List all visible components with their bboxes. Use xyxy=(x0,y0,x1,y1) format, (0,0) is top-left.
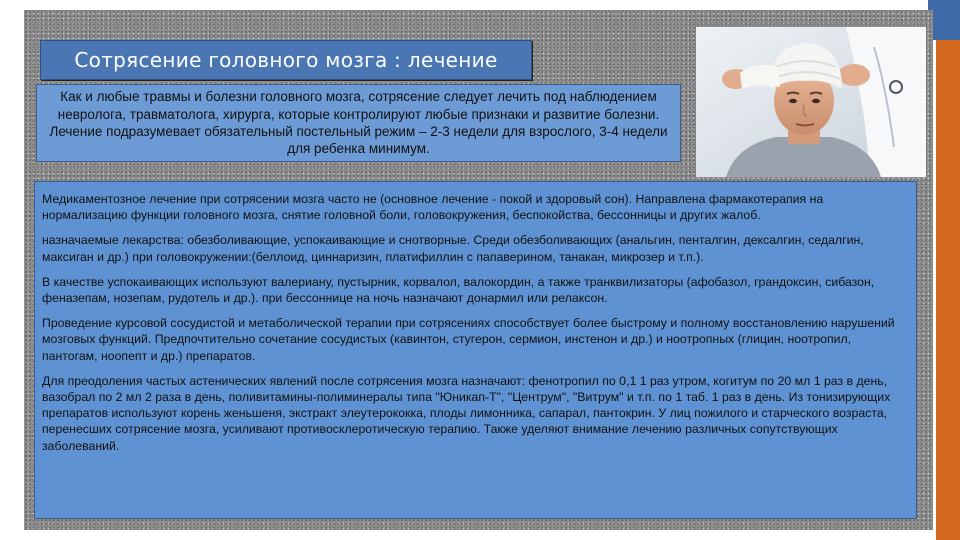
photo-illustration xyxy=(696,27,926,177)
treatment-details-box xyxy=(34,181,917,519)
patient-with-head-bandage-photo xyxy=(696,27,926,177)
intro-text: Как и любые травмы и болезни головного мозга, сотрясение следует лечить под наблюдением невролога, травматолога, хирурга, которые контролируют любые признаки и развитие болезни. Лечение подразумевает обязательный постельный режим – 2-3 недели для взрослого, 3-4 недели для ребенка минимум. xyxy=(49,89,668,157)
treatment-paragraph: В качестве успокаивающих используют валериану, пустырник, корвалол, валокордин, а также транквилизаторы (афобазол, грандоксин, сибазон, феназепам, нозепам, рудотель и др.). при бессоннице на ночь назначают донармил или релаксон. xyxy=(42,274,875,306)
treatment-paragraph: Для преодоления частых астенических явлений после сотрясения мозга назначают: фенотропил по 0,1 1 раз утром, когитум по 20 мл 1 раз в день, вазобрал по 2 мл 2 раза в день, поливитамины-полиминералы типа "Юникап-Т", "Центрум", "Витрум" и т.п. по 1 таб. 1 раз в день. Из тонизирующих препаратов используют корень женьшеня, экстракт элеутерококка, плоды лимонника, сапарал, пантокрин. У лиц пожилого и старческого возраста, перенесших сотрясение мозга, усиливают противосклеротическую терапию. Также уделяют внимание лечению различных сопутствующих заболеваний. xyxy=(42,373,891,453)
right-accent-bar xyxy=(936,0,960,540)
treatment-paragraph: Медикаментозное лечение при сотрясении мозга часто не (основное лечение - покой и здоровый сон). Направлена фармакотерапия на нормализацию функции головного мозга, снятие головной боли, головокружения, беспокойства, бессонницы и других жалоб. xyxy=(42,192,824,223)
treatment-paragraph: Проведение курсовой сосудистой и метаболической терапии при сотрясениях способствует более быстрому и полному восстановлению нарушений мозговых функций. Предпочтительно сочетание сосудистых (кавинтон, стугерон, сермион, инстенон и др.) и ноотропных (глицин, ноотропил, пантогам, ноопепт и др.) препаратов. xyxy=(42,316,895,363)
intro-text-box xyxy=(36,84,681,162)
treatment-paragraph: назначаемые лекарства: обезболивающие, успокаивающие и снотворные. Среди обезболивающих (анальгин, пенталгин, дексалгин, седалгин, максиган и др.) при головокружении:(беллоид, циннаризин, платифиллин с папаверином, танакан, микрозер и т.п.). xyxy=(42,233,864,264)
slide-title-box xyxy=(40,40,532,80)
slide-title: Сотрясение головного мозга : лечение xyxy=(74,48,498,72)
